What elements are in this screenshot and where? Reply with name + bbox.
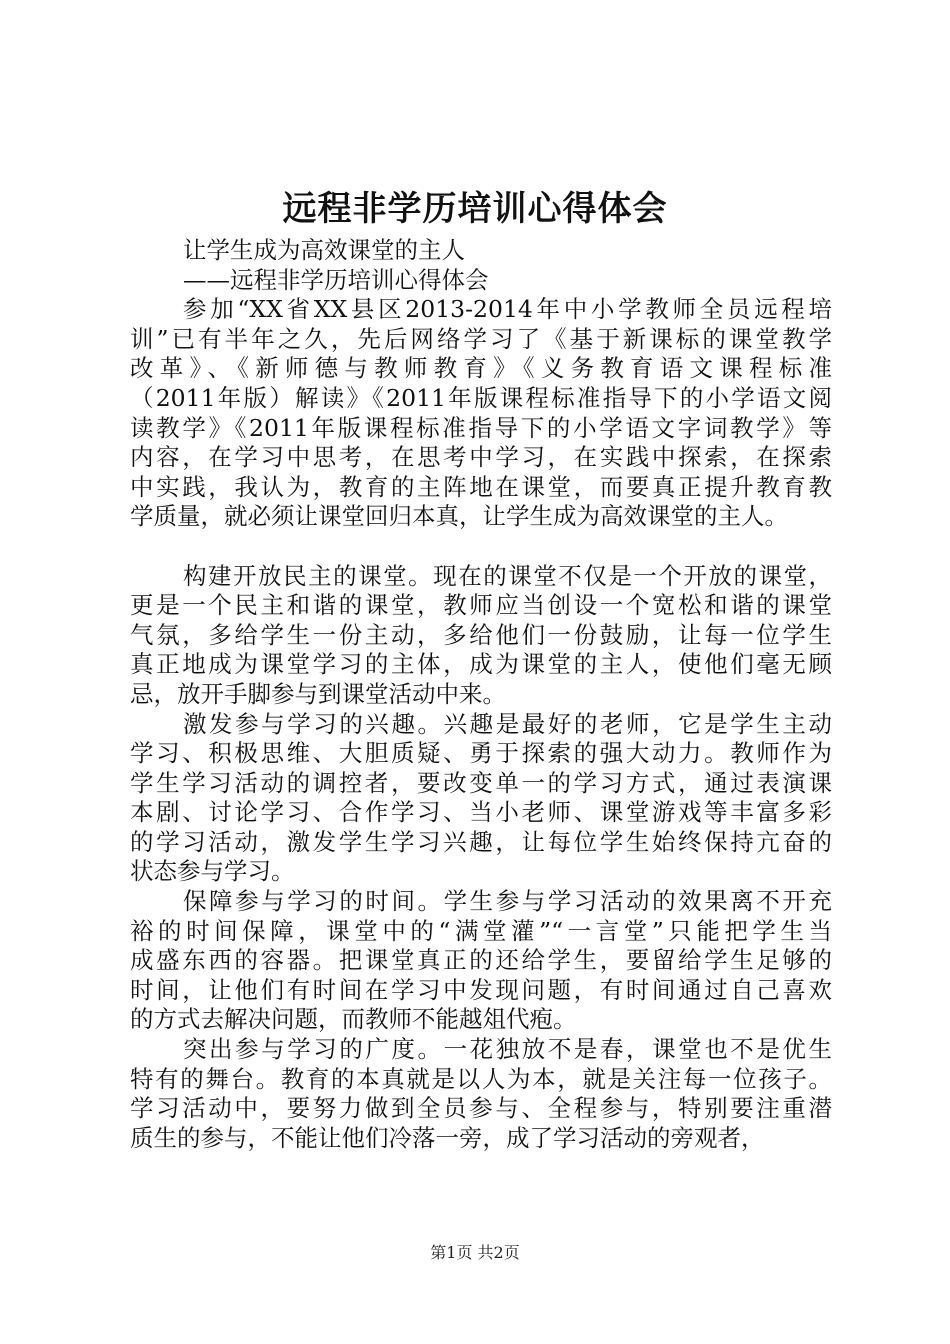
subtitle-byline: ——远程非学历培训心得体会 [183,265,489,294]
paragraph-line: 本剧、讨论学习、合作学习、当小老师、课堂游戏等丰富多彩 [130,798,832,827]
paragraph-1 [130,295,832,532]
paragraph-line: 激发参与学习的兴趣。兴趣是最好的老师，它是学生主动 [183,709,832,738]
paragraph-3 [130,710,832,888]
paragraph-4 [130,887,832,1035]
paragraph-line: 参加“XX省XX县区2013-2014年中小学教师全员远程培 [183,295,832,324]
paragraph-line: 改革》、《新师德与教师教育》《义务教育语文课程标准 [130,354,832,383]
paragraph-line: 训”已有半年之久，先后网络学习了《基于新课标的课堂教学 [130,324,832,353]
paragraph-line: 成盛东西的容器。把课堂真正的还给学生，要留给学生足够的 [130,946,832,975]
paragraph-line: 时间，让他们有时间在学习中发现问题，有时间通过自己喜欢 [130,975,832,1004]
subtitle: 让学生成为高效课堂的主人 [183,236,465,264]
paragraph-line: 内容，在学习中思考，在思考中学习，在实践中探索，在探索 [130,443,832,472]
document-body [130,236,832,1153]
paragraph-line: 保障参与学习的时间。学生参与学习活动的效果离不开充 [183,887,832,916]
paragraph-line: （2011年版）解读》《2011年版课程标准指导下的小学语文阅 [130,383,832,412]
document-title: 远程非学历培训心得体会 [282,189,668,229]
paragraph-line: 的学习活动，激发学生学习兴趣，让每位学生始终保持亢奋的 [130,827,832,856]
paragraph-line: 状态参与学习。 [130,857,295,886]
page-number-footer: 第1页 共2页 [430,1243,520,1262]
paragraph-5 [130,1035,832,1153]
paragraph-2 [130,562,832,710]
paragraph-line: 学生学习活动的调控者，要改变单一的学习方式，通过表演课 [130,768,832,797]
paragraph-line: 气氛，多给学生一份主动，多给他们一份鼓励，让每一位学生 [130,620,832,649]
paragraph-line: 真正地成为课堂学习的主体，成为课堂的主人，使他们毫无顾 [130,650,832,679]
paragraph-line: 读教学》《2011年版课程标准指导下的小学语文字词教学》等 [130,413,832,442]
paragraph-line: 特有的舞台。教育的本真就是以人为本，就是关注每一位孩子。 [130,1064,832,1093]
paragraph-line: 中实践，我认为，教育的主阵地在课堂，而要真正提升教育教 [130,472,832,501]
paragraph-line: 构建开放民主的课堂。现在的课堂不仅是一个开放的课堂， [183,561,832,590]
paragraph-line: 学质量，就必须让课堂回归本真，让学生成为高效课堂的主人。 [130,502,788,531]
paragraph-line: 学习、积极思维、大胆质疑、勇于探索的强大动力。教师作为 [130,739,832,768]
paragraph-line: 裕的时间保障，课堂中的“满堂灌”“一言堂”只能把学生当 [130,916,832,945]
paragraph-spacer [130,532,832,562]
paragraph-line: 突出参与学习的广度。一花独放不是春，课堂也不是优生 [183,1035,832,1064]
paragraph-line: 学习活动中，要努力做到全员参与、全程参与，特别要注重潜 [130,1094,832,1123]
paragraph-line: 的方式去解决问题，而教师不能越俎代疱。 [130,1005,577,1034]
paragraph-line: 更是一个民主和谐的课堂，教师应当创设一个宽松和谐的课堂 [130,591,832,620]
paragraph-line: 忌，放开手脚参与到课堂活动中来。 [130,679,506,708]
paragraph-line: 质生的参与，不能让他们冷落一旁，成了学习活动的旁观者， [130,1123,765,1152]
